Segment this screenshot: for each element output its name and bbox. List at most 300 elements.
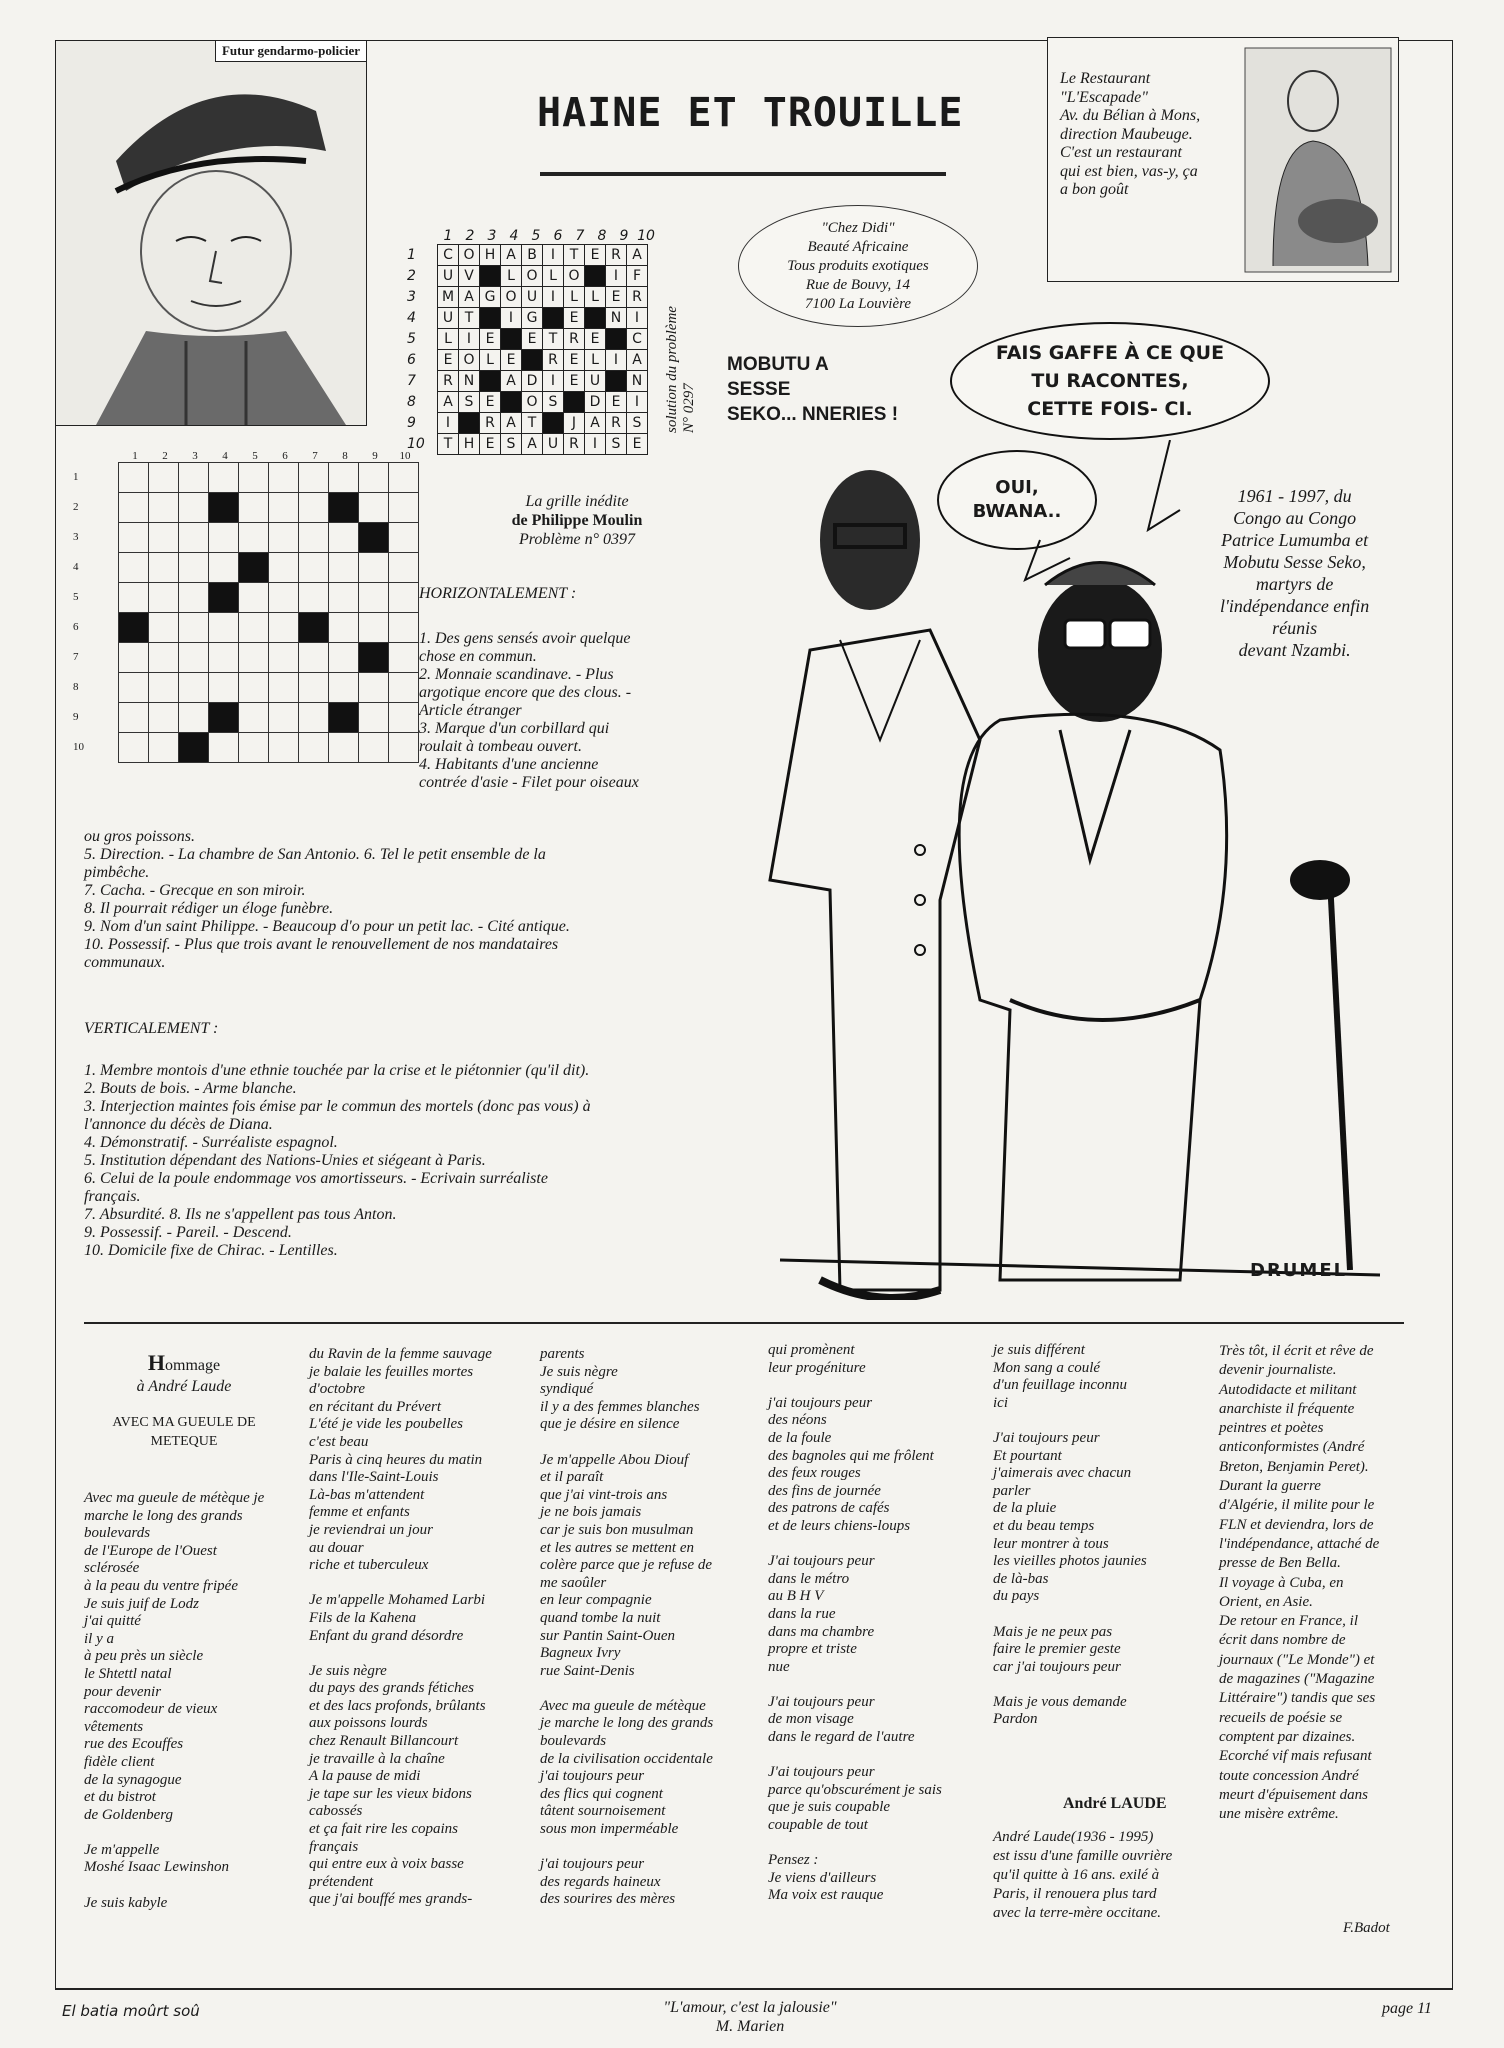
poem-line: j'ai toujours peur (768, 1394, 873, 1411)
poem-line: des fins de journée (768, 1482, 881, 1499)
poem-line: que je désire en silence (540, 1416, 680, 1433)
puzzle-cell[interactable] (299, 523, 329, 553)
solution-cell (606, 371, 627, 392)
solution-cell: S (606, 434, 627, 455)
vert-clues (84, 1062, 700, 1260)
restaurant-line: C'est un restaurant (1060, 144, 1182, 161)
solution-cell: U (438, 308, 459, 329)
bio-line: peintres et poètes (1219, 1420, 1324, 1437)
poem-line: du pays des grands fétiches (309, 1680, 474, 1697)
poem-line: Avec ma gueule de métèque je (84, 1490, 265, 1506)
poem-line: colère parce que je refuse de (540, 1557, 713, 1574)
bio-line: toute concession André (1219, 1767, 1359, 1784)
solution-cell: L (438, 329, 459, 350)
clue-line: 6. Celui de la poule endommage vos amortisseurs. - Ecrivain surréaliste (84, 1170, 548, 1187)
puzzle-area (55, 450, 420, 763)
puzzle-cell[interactable] (269, 553, 299, 583)
solution-row-number: 5 (407, 331, 416, 347)
puzzle-cell[interactable] (269, 673, 299, 703)
poem-line: des flics qui cognent (540, 1785, 663, 1802)
puzzle-cell[interactable] (119, 643, 149, 673)
poem-title: ommage (165, 1357, 221, 1374)
puzzle-cell[interactable] (149, 673, 179, 703)
poem-line (309, 1575, 492, 1593)
solution-cell: A (585, 413, 606, 434)
solution-cell: E (480, 392, 501, 413)
solution-cell: T (564, 245, 585, 266)
puzzle-black-cell (119, 613, 149, 643)
poem-line: de l'Europe de l'Ouest (84, 1542, 217, 1559)
puzzle-cell[interactable] (179, 613, 209, 643)
puzzle-cell[interactable] (359, 583, 389, 613)
restaurant-line: a bon goût (1060, 181, 1129, 198)
poem-line: des sourires des mères (540, 1891, 676, 1908)
poem-line: de là-bas (993, 1570, 1049, 1587)
puzzle-cell[interactable] (149, 583, 179, 613)
solution-cell: E (480, 434, 501, 455)
solution-cell: O (501, 287, 522, 308)
puzzle-cell[interactable] (329, 673, 359, 703)
solution-cell: I (543, 245, 564, 266)
poem-line: que j'ai vint-trois ans (540, 1486, 668, 1503)
puzzle-cell[interactable] (359, 703, 389, 733)
puzzle-grid (118, 462, 419, 763)
puzzle-cell[interactable] (329, 583, 359, 613)
solution-cell: U (438, 266, 459, 287)
puzzle-cell[interactable] (359, 553, 389, 583)
poem-line (993, 1606, 1147, 1624)
cartoon-headline (727, 352, 898, 427)
poem-line: dans le regard de l'autre (768, 1729, 915, 1746)
puzzle-cell[interactable] (389, 463, 419, 493)
poem-column-3 (540, 1346, 713, 1909)
puzzle-col-number: 4 (222, 450, 228, 462)
bubble-line: BWANA.. (972, 501, 1062, 522)
puzzle-cell[interactable] (149, 613, 179, 643)
horiz-clues-narrow (419, 630, 700, 792)
bubble-line: OUI, (995, 477, 1039, 498)
solution-cell: I (585, 434, 606, 455)
solution-cell (459, 413, 480, 434)
puzzle-cell[interactable] (119, 553, 149, 583)
puzzle-cell[interactable] (119, 703, 149, 733)
vert-heading: VERTICALEMENT : (84, 1020, 219, 1037)
ad-line: Beauté Africaine (807, 238, 909, 255)
bio-line: comptent par dizaines. (1219, 1728, 1356, 1745)
puzzle-cell[interactable] (179, 523, 209, 553)
puzzle-cell[interactable] (179, 703, 209, 733)
clue-line: 2. Bouts de bois. - Arme blanche. (84, 1080, 297, 1097)
puzzle-cell[interactable] (359, 613, 389, 643)
poem-line: les vieilles photos jaunies (993, 1553, 1147, 1570)
puzzle-col-number: 2 (162, 450, 168, 462)
solution-caption-line: N° 0297 (681, 383, 697, 433)
solution-col-number: 8 (597, 228, 607, 244)
solution-caption-line: solution du problème (664, 306, 680, 433)
poem-line: Moshé Isaac Lewinshon (84, 1859, 229, 1876)
cartoon-headline-line: MOBUTU A (727, 354, 829, 375)
poem-line: des regards haineux (540, 1873, 661, 1890)
puzzle-cell[interactable] (239, 733, 269, 763)
author-name: André LAUDE (1063, 1795, 1167, 1812)
puzzle-cell[interactable] (269, 493, 299, 523)
horiz-clues-wide (84, 828, 700, 972)
puzzle-cell[interactable] (239, 673, 269, 703)
solution-cell: E (585, 245, 606, 266)
bio-line: de magazines ("Magazine (1219, 1671, 1375, 1688)
puzzle-cell[interactable] (239, 583, 269, 613)
poem-subtitle: AVEC MA GUEULE DE (112, 1415, 256, 1430)
solution-col-number: 6 (553, 228, 563, 244)
puzzle-cell[interactable] (359, 493, 389, 523)
solution-col-number: 10 (637, 228, 655, 244)
solution-cell (480, 308, 501, 329)
puzzle-cell[interactable] (389, 733, 419, 763)
puzzle-cell[interactable] (389, 553, 419, 583)
poem-line: Je suis kabyle (84, 1894, 168, 1911)
poem-line: parce qu'obscurément je sais (768, 1781, 942, 1798)
poem-line: j'aimerais avec chacun (993, 1465, 1132, 1482)
poem-line: riche et tuberculeux (309, 1557, 429, 1574)
clue-line: 3. Interjection maintes fois émise par le commun des mortels (donc pas vous) à (84, 1098, 591, 1115)
puzzle-cell[interactable] (299, 553, 329, 583)
puzzle-cell[interactable] (149, 553, 179, 583)
solution-cell: S (501, 434, 522, 455)
puzzle-cell[interactable] (389, 703, 419, 733)
puzzle-cell[interactable] (209, 523, 239, 553)
author-bio-part-2 (1219, 1342, 1379, 1824)
puzzle-number: Problème n° 0397 (518, 531, 635, 548)
solution-row-labels (407, 245, 437, 455)
poem-line: Je suis nègre (309, 1662, 387, 1679)
puzzle-cell[interactable] (329, 463, 359, 493)
horiz-heading: HORIZONTALEMENT : (419, 585, 577, 602)
bio-line: Littéraire") tandis que ses (1219, 1690, 1376, 1707)
puzzle-cell[interactable] (359, 673, 389, 703)
puzzle-cell[interactable] (389, 613, 419, 643)
poem-line: ici (993, 1394, 1008, 1411)
solution-cell: O (459, 350, 480, 371)
poem-line: je reviendrai un jour (309, 1521, 434, 1538)
poem-line: Enfant du grand désordre (309, 1627, 464, 1644)
puzzle-cell[interactable] (119, 583, 149, 613)
clue-line: contrée d'asie - Filet pour oiseaux (419, 774, 639, 791)
clue-line: ou gros poissons. (84, 828, 195, 845)
poem-line: Je m'appelle Mohamed Larbi (309, 1592, 486, 1609)
poem-line: du Ravin de la femme sauvage (309, 1346, 492, 1362)
poem-line: parler (993, 1482, 1031, 1499)
solution-cell (543, 308, 564, 329)
puzzle-cell[interactable] (149, 493, 179, 523)
bio-line: meurt d'épuisement dans (1219, 1786, 1369, 1803)
solution-cell: D (522, 371, 543, 392)
solution-cell: I (543, 371, 564, 392)
poem-line: Bagneux Ivry (540, 1645, 621, 1662)
puzzle-cell[interactable] (179, 553, 209, 583)
poem-line (768, 1536, 942, 1554)
poem-line: syndiqué (540, 1381, 594, 1398)
solution-row-number: 10 (407, 436, 425, 452)
poem-line: des patrons de cafés (768, 1500, 890, 1517)
puzzle-cell[interactable] (389, 583, 419, 613)
clue-line: français. (84, 1188, 141, 1205)
puzzle-cell[interactable] (239, 703, 269, 733)
solution-cell: N (459, 371, 480, 392)
cartoon-signature: DRUMEL (1250, 1260, 1348, 1281)
poem-line: Je suis juif de Lodz (84, 1595, 199, 1612)
puzzle-cell[interactable] (149, 703, 179, 733)
puzzle-cell[interactable] (149, 643, 179, 673)
puzzle-cell[interactable] (329, 733, 359, 763)
solution-cell: I (501, 308, 522, 329)
puzzle-cell[interactable] (299, 463, 329, 493)
poem-line: à la peau du ventre fripée (84, 1577, 238, 1594)
poem-line: dans l'Ile-Saint-Louis (309, 1469, 439, 1486)
solution-cell: A (501, 245, 522, 266)
puzzle-cell[interactable] (269, 643, 299, 673)
puzzle-cell[interactable] (119, 493, 149, 523)
solution-cell: A (627, 245, 648, 266)
poem-line: me saoûler (540, 1574, 607, 1591)
solution-row-number: 4 (407, 310, 416, 326)
poem-line: il y a (84, 1630, 114, 1647)
puzzle-cell[interactable] (179, 463, 209, 493)
solution-col-number: 4 (509, 228, 519, 244)
poem-subtitle: METEQUE (150, 1434, 218, 1449)
poem-line: je tape sur les vieux bidons (309, 1785, 472, 1802)
poem-line: qui entre eux à voix basse (309, 1856, 464, 1873)
solution-cell (606, 329, 627, 350)
poem-line: car j'ai toujours peur (993, 1658, 1121, 1675)
solution-cell: O (564, 266, 585, 287)
puzzle-cell[interactable] (269, 463, 299, 493)
clue-line: argotique encore que des clous. - (419, 684, 632, 701)
bio-line: Très tôt, il écrit et rêve de (1219, 1343, 1374, 1359)
poem-line: Mon sang a coulé (993, 1359, 1101, 1376)
puzzle-cell[interactable] (329, 523, 359, 553)
solution-cell: H (459, 434, 480, 455)
puzzle-cell[interactable] (239, 463, 269, 493)
poem-line (84, 1877, 264, 1895)
puzzle-cell[interactable] (209, 673, 239, 703)
poem-line: d'un feuillage inconnu (993, 1377, 1128, 1394)
puzzle-cell[interactable] (269, 703, 299, 733)
puzzle-row-number: 1 (73, 471, 79, 483)
poem-dedication: à André Laude (136, 1378, 232, 1395)
puzzle-col-number: 6 (282, 450, 288, 462)
solution-cell (501, 392, 522, 413)
clue-line: communaux. (84, 954, 166, 971)
puzzle-cell[interactable] (149, 733, 179, 763)
solution-cell (564, 392, 585, 413)
solution-cell: U (585, 371, 606, 392)
clue-line: 2. Monnaie scandinave. - Plus (419, 666, 614, 683)
puzzle-cell[interactable] (389, 523, 419, 553)
solution-cell: J (564, 413, 585, 434)
poem-line (768, 1835, 942, 1853)
puzzle-cell[interactable] (329, 553, 359, 583)
poem-line: que j'ai bouffé mes grands- (309, 1891, 473, 1908)
puzzle-cell[interactable] (329, 643, 359, 673)
poem-line: parents (540, 1346, 585, 1362)
puzzle-cell[interactable] (299, 673, 329, 703)
poem-line: de la synagogue (84, 1771, 182, 1788)
puzzle-cell[interactable] (179, 673, 209, 703)
puzzle-col-number: 1 (132, 450, 138, 462)
byline: F.Badot (1343, 1920, 1390, 1936)
solution-cell: I (459, 329, 480, 350)
poem-line: je travaille à la chaîne (309, 1750, 445, 1767)
poem-line: A la pause de midi (309, 1768, 421, 1785)
puzzle-cell[interactable] (239, 493, 269, 523)
solution-cell: D (585, 392, 606, 413)
poem-line: je balaie les feuilles mortes (309, 1363, 474, 1380)
solution-cell (501, 329, 522, 350)
puzzle-cell[interactable] (119, 463, 149, 493)
puzzle-cell[interactable] (209, 613, 239, 643)
poem-line: coupable de tout (768, 1817, 868, 1834)
solution-cell: L (480, 350, 501, 371)
puzzle-cell[interactable] (149, 463, 179, 493)
puzzle-cell[interactable] (179, 583, 209, 613)
puzzle-cell[interactable] (359, 733, 389, 763)
poem-line: et du bistrot (84, 1789, 156, 1806)
footer-rule (55, 1988, 1453, 1990)
restaurant-line: direction Maubeuge. (1060, 125, 1193, 143)
poem-line: de la pluie (993, 1500, 1057, 1517)
puzzle-cell[interactable] (209, 553, 239, 583)
clue-line: 5. Direction. - La chambre de San Antonio. 6. Tel le petit ensemble de la (84, 846, 546, 863)
poem-line: au douar (309, 1539, 364, 1556)
poem-line: rue Saint-Denis (540, 1662, 635, 1679)
poem-line: il y a des femmes blanches (540, 1398, 700, 1415)
poem-line: quand tombe la nuit (540, 1609, 661, 1626)
solution-cell: R (606, 413, 627, 434)
poem-line: j'ai toujours peur (540, 1768, 645, 1785)
clue-line: 10. Possessif. - Plus que trois avant le renouvellement de nos mandataires (84, 936, 559, 953)
puzzle-cell[interactable] (239, 613, 269, 643)
puzzle-black-cell (329, 703, 359, 733)
puzzle-cell[interactable] (119, 733, 149, 763)
poem-line: Je m'appelle (84, 1841, 160, 1858)
solution-cell: R (627, 287, 648, 308)
chez-didi-ad (738, 205, 978, 327)
poem-line (993, 1676, 1147, 1694)
poem-line: J'ai toujours peur (768, 1693, 875, 1710)
poem-line: que je suis coupable (768, 1799, 891, 1816)
puzzle-cell[interactable] (209, 463, 239, 493)
bio-line: Paris, il renouera plus tard (993, 1886, 1157, 1902)
poem-line: aux poissons lourds (309, 1715, 428, 1732)
puzzle-cell[interactable] (269, 523, 299, 553)
puzzle-cell[interactable] (209, 733, 239, 763)
footer-quote-text: "L'amour, c'est la jalousie" (663, 1999, 837, 2016)
puzzle-row-number: 4 (73, 561, 79, 573)
caption-line: 1961 - 1997, du (1237, 486, 1352, 506)
bio-line: anarchiste il fréquente (1219, 1400, 1355, 1417)
puzzle-cell[interactable] (299, 643, 329, 673)
bio-line: écrit dans nombre de (1219, 1632, 1346, 1649)
puzzle-col-number: 10 (399, 450, 411, 462)
poem-line: Je viens d'ailleurs (768, 1869, 877, 1886)
poem-line: Je suis nègre (540, 1363, 618, 1380)
cartoon-caption (1220, 485, 1369, 661)
section-divider (84, 1322, 1404, 1324)
poem-line: de Goldenberg (84, 1806, 174, 1823)
clue-line: l'annonce du décès de Diana. (84, 1116, 273, 1133)
puzzle-cell[interactable] (119, 673, 149, 703)
solution-cell: E (564, 371, 585, 392)
solution-cell: R (606, 245, 627, 266)
poem-line: français (309, 1838, 359, 1855)
solution-cell: S (543, 392, 564, 413)
poem-line: J'ai toujours peur (993, 1429, 1100, 1446)
puzzle-cell[interactable] (299, 583, 329, 613)
puzzle-cell[interactable] (359, 463, 389, 493)
cartoon-headline-line: SEKO... NNERIES ! (727, 404, 899, 425)
headline: HAINE ET TROUILLE (537, 90, 964, 136)
puzzle-cell[interactable] (299, 703, 329, 733)
poem-line: de la foule (768, 1429, 832, 1446)
puzzle-cell[interactable] (299, 733, 329, 763)
poem-line: des néons (768, 1412, 827, 1429)
puzzle-cell[interactable] (239, 523, 269, 553)
puzzle-cell[interactable] (269, 583, 299, 613)
clue-line: 8. Il pourrait rédiger un éloge funèbre. (84, 900, 334, 917)
bio-line: André Laude(1936 - 1995) (993, 1829, 1154, 1845)
puzzle-cell[interactable] (389, 673, 419, 703)
poem-line: et les autres se mettent en (540, 1539, 694, 1556)
clue-line: 7. Absurdité. 8. Ils ne s'appellent pas tous Anton. (84, 1206, 397, 1223)
puzzle-cell[interactable] (269, 613, 299, 643)
puzzle-cell[interactable] (389, 493, 419, 523)
puzzle-black-cell (209, 493, 239, 523)
puzzle-cell[interactable] (389, 643, 419, 673)
solution-cell: F (627, 266, 648, 287)
puzzle-cell[interactable] (119, 523, 149, 553)
puzzle-col-number: 8 (342, 450, 348, 462)
bio-line: avec la terre-mère occitane. (993, 1905, 1161, 1921)
poem-line: Paris à cinq heures du matin (309, 1451, 483, 1468)
puzzle-cell[interactable] (299, 493, 329, 523)
poem-line: Là-bas m'attendent (309, 1486, 425, 1503)
author-bio-part-1 (993, 1828, 1172, 1923)
puzzle-cell[interactable] (239, 643, 269, 673)
puzzle-cell[interactable] (329, 613, 359, 643)
solution-cell: A (501, 413, 522, 434)
solution-row-number: 7 (407, 373, 416, 389)
solution-cell: E (501, 350, 522, 371)
solution-cell: I (627, 392, 648, 413)
puzzle-cell[interactable] (149, 523, 179, 553)
solution-cell: E (606, 287, 627, 308)
gendarme-portrait (55, 40, 367, 426)
puzzle-row-number: 9 (73, 711, 79, 723)
puzzle-cell[interactable] (269, 733, 299, 763)
bio-line: d'Algérie, il milite pour le (1219, 1497, 1375, 1514)
puzzle-cell[interactable] (179, 643, 209, 673)
bio-line: Autodidacte et militant (1219, 1381, 1357, 1398)
puzzle-subtitle: La grille inédite (525, 493, 629, 510)
clue-line: 1. Membre montois d'une ethnie touchée par la crise et le piétonnier (qu'il dit). (84, 1062, 590, 1079)
bio-line: anticonformistes (André (1219, 1439, 1365, 1456)
puzzle-cell[interactable] (179, 493, 209, 523)
puzzle-cell[interactable] (209, 643, 239, 673)
solution-col-number: 5 (531, 228, 541, 244)
puzzle-col-number: 9 (372, 450, 378, 462)
poem-line: je suis différent (993, 1342, 1085, 1358)
solution-col-number: 2 (465, 228, 475, 244)
